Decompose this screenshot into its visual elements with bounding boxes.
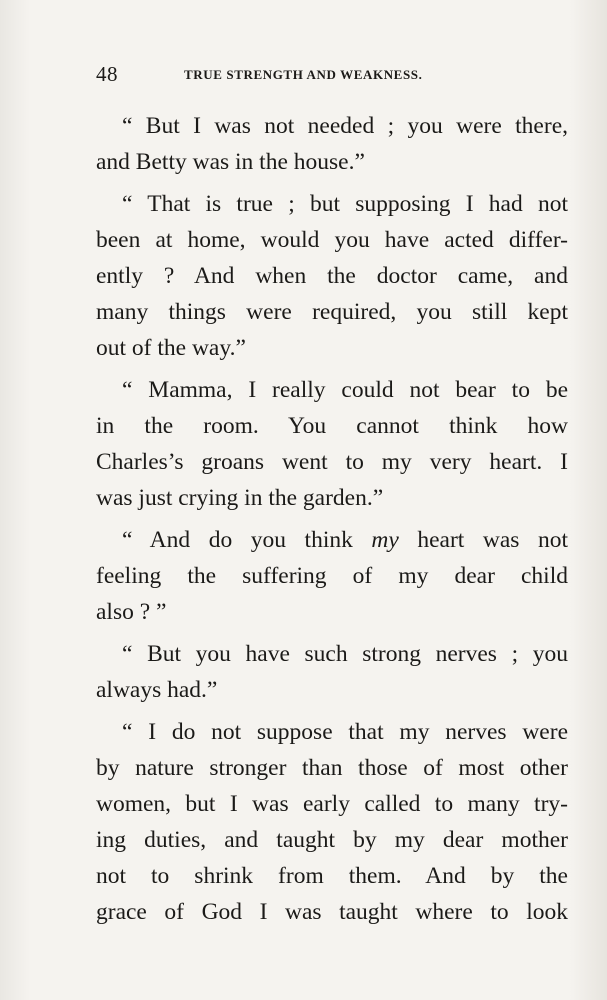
- text-line: by nature stronger than those of most other: [96, 755, 568, 781]
- text-line: also ? ”: [96, 599, 167, 625]
- paragraph: [96, 108, 568, 180]
- text-line: feeling the suffering of my dear child: [96, 563, 568, 589]
- running-head: TRUE STRENGTH AND WEAKNESS.: [184, 67, 423, 82]
- emphasis-word: my: [371, 527, 399, 553]
- text-line: grace of God I was taught where to look: [96, 899, 568, 925]
- paragraph: [96, 372, 568, 516]
- page-header: [96, 62, 516, 88]
- text-line: and Betty was in the house.”: [96, 149, 365, 175]
- paragraph: [96, 186, 568, 366]
- text-line: not to shrink from them. And by the: [96, 863, 568, 889]
- paragraph: [96, 522, 568, 630]
- text-line: many things were required, you still kept: [96, 299, 568, 325]
- text-fragment: heart was not: [398, 527, 568, 553]
- paragraph: [96, 714, 568, 930]
- text-line: been at home, would you have acted differ-: [96, 227, 568, 253]
- text-line: “ I do not suppose that my nerves were: [122, 719, 568, 745]
- text-line: out of the way.”: [96, 335, 246, 361]
- page-number: 48: [96, 62, 118, 86]
- text-line: in the room. You cannot think how: [96, 413, 568, 439]
- text-fragment: “ And do you think: [122, 527, 372, 553]
- text-line: ently ? And when the doctor came, and: [96, 263, 568, 289]
- body-text: [96, 108, 568, 936]
- text-line: “ But you have such strong nerves ; you: [122, 641, 568, 667]
- text-line: was just crying in the garden.”: [96, 485, 384, 511]
- text-line: “ Mamma, I really could not bear to be: [122, 377, 568, 403]
- text-line: always had.”: [96, 677, 218, 703]
- text-line: “ But I was not needed ; you were there,: [122, 113, 568, 139]
- text-line: [96, 522, 568, 558]
- text-line: ing duties, and taught by my dear mother: [96, 827, 568, 853]
- text-line: “ That is true ; but supposing I had not: [122, 191, 568, 217]
- text-line: women, but I was early called to many try-: [96, 791, 568, 817]
- paragraph: [96, 636, 568, 708]
- text-line: Charles’s groans went to my very heart. I: [96, 449, 568, 475]
